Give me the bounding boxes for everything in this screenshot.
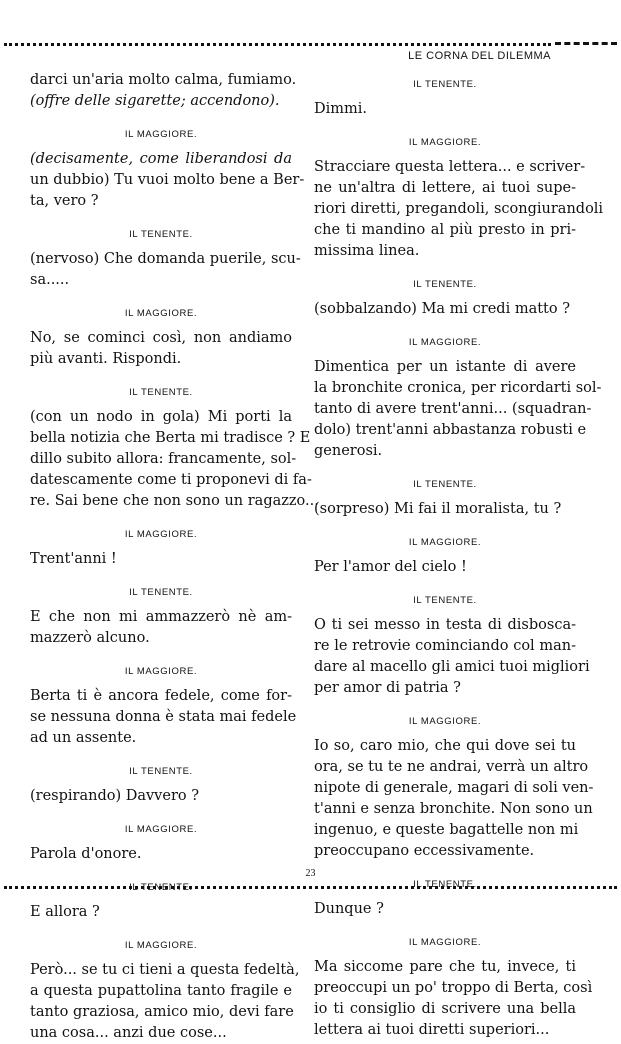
text-line: generosi. <box>314 443 383 459</box>
speaker-label: IL TENENTE. <box>413 879 477 890</box>
text-line: O ti sei messo in testa di disbosca- <box>314 617 576 633</box>
dialogue-block <box>314 99 576 120</box>
text-line: riori diretti, pregandoli, scongiurandoli <box>314 201 604 217</box>
speaker-label: IL TENENTE. <box>129 882 193 893</box>
speaker-label: IL MAGGIORE. <box>124 308 198 319</box>
dialogue-block <box>314 736 594 862</box>
dialogue-block <box>314 899 576 920</box>
text-line: tanto di avere trent'anni... (squadran- <box>314 401 592 417</box>
text-line: Dimmi. <box>314 101 368 117</box>
text-line: E che non mi ammazzerò nè am- <box>30 609 292 625</box>
speaker-label: IL MAGGIORE. <box>408 937 482 948</box>
speaker-label: IL TENENTE. <box>129 229 193 240</box>
dialogue-block <box>30 607 292 649</box>
text-line: nipote di generale, magari di soli ven- <box>314 780 594 796</box>
text-line: Io so, caro mio, che qui dove sei tu <box>314 738 576 754</box>
dialogue-block <box>30 786 292 807</box>
text-line: t'anni e senza bronchite. Non sono un <box>314 801 593 817</box>
dialogue-block <box>30 328 292 370</box>
dialogue-block <box>30 407 319 512</box>
text-line: (sorpreso) Mi fai il moralista, tu ? <box>314 501 562 517</box>
dialogue-block <box>30 149 305 212</box>
dialogue-block <box>30 70 297 112</box>
top-dashed-rule <box>555 42 617 45</box>
dialogue-block <box>30 249 301 291</box>
dialogue-block <box>314 615 590 699</box>
text-line: No, se cominci così, non andiamo <box>30 330 292 346</box>
speaker-label: IL MAGGIORE. <box>124 824 198 835</box>
text-line: Dimentica per un istante di avere <box>314 359 576 375</box>
speaker-label: IL MAGGIORE. <box>408 137 482 148</box>
dialogue-block <box>314 157 604 262</box>
text-line: ad un assente. <box>30 730 137 746</box>
speaker-label: IL MAGGIORE. <box>408 337 482 348</box>
text-line: Per l'amor del cielo ! <box>314 559 467 575</box>
text-line: ora, se tu te ne andrai, verrà un altro <box>314 759 589 775</box>
text-line: Parola d'onore. <box>30 846 142 862</box>
speaker-label: IL TENENTE. <box>413 595 477 606</box>
stage-direction: (offre delle sigarette; accendono). <box>30 93 280 109</box>
text-line: mazzerò alcuno. <box>30 630 150 646</box>
speaker-label: IL MAGGIORE. <box>124 666 198 677</box>
text-line: missima linea. <box>314 243 420 259</box>
right-column <box>314 70 604 1041</box>
text-line: una cosa... anzi due cose... <box>30 1025 227 1041</box>
text-line: più avanti. Rispondi. <box>30 351 182 367</box>
page-number: 23 <box>305 868 316 879</box>
bottom-dotted-rule <box>4 886 617 889</box>
text-line: dolo) trent'anni abbastanza robusti e <box>314 422 587 438</box>
text-line: preoccupi un po' troppo di Berta, così <box>314 980 593 996</box>
text-line: ingenuo, e queste bagattelle non mi <box>314 822 579 838</box>
dialogue-block <box>314 357 602 462</box>
text-line: la bronchite cronica, per ricordarti sol- <box>314 380 602 396</box>
text-line: se nessuna donna è stata mai fedele <box>30 709 297 725</box>
text-line: bella notizia che Berta mi tradisce ? E <box>30 430 311 446</box>
dialogue-block <box>314 299 576 320</box>
speaker-label: IL TENENTE. <box>413 279 477 290</box>
text-line: E allora ? <box>30 904 100 920</box>
text-line: ne un'altra di lettere, ai tuoi supe- <box>314 180 576 196</box>
text-line: io ti consiglio di scrivere una bella <box>314 1001 576 1017</box>
speaker-label: IL TENENTE. <box>129 766 193 777</box>
speaker-label: IL TENENTE. <box>129 387 193 398</box>
text-line: per amor di patria ? <box>314 680 461 696</box>
text-line: dillo subito allora: francamente, sol- <box>30 451 297 467</box>
dialogue-block <box>30 902 292 923</box>
speaker-label: IL TENENTE. <box>129 587 193 598</box>
speaker-label: IL TENENTE. <box>413 79 477 90</box>
dialogue-block <box>314 499 576 520</box>
speaker-label: IL TENENTE. <box>413 479 477 490</box>
speaker-label: IL MAGGIORE. <box>124 129 198 140</box>
text-line: datescamente come ti proponevi di fa- <box>30 472 312 488</box>
dialogue-block <box>30 549 292 570</box>
text-line: un dubbio) Tu vuoi molto bene a Ber- <box>30 172 305 188</box>
text-line: Però... se tu ci tieni a questa fedeltà, <box>30 962 300 978</box>
text-line: Berta ti è ancora fedele, come for- <box>30 688 292 704</box>
text-line: Stracciare questa lettera... e scriver- <box>314 159 586 175</box>
speaker-label: IL MAGGIORE. <box>408 716 482 727</box>
text-line: preoccupano eccessivamente. <box>314 843 535 859</box>
dialogue-block <box>314 557 576 578</box>
text-line: che ti mandino al più presto in pri- <box>314 222 576 238</box>
dialogue-block <box>30 960 300 1044</box>
text-line: dare al macello gli amici tuoi migliori <box>314 659 590 675</box>
speaker-label: IL MAGGIORE. <box>124 940 198 951</box>
text-line: re le retrovie cominciando col man- <box>314 638 576 654</box>
dialogue-block <box>314 957 593 1041</box>
stage-direction: (decisamente, come liberandosi da <box>30 151 292 167</box>
dialogue-block <box>30 844 292 865</box>
text-line <box>30 149 292 170</box>
speaker-label: IL MAGGIORE. <box>124 529 198 540</box>
text-line: (nervoso) Che domanda puerile, scu- <box>30 251 301 267</box>
text-line: tanto graziosa, amico mio, devi fare <box>30 1004 294 1020</box>
top-dotted-rule <box>4 43 551 46</box>
text-line: Ma siccome pare che tu, invece, ti <box>314 959 576 975</box>
text-line: Dunque ? <box>314 901 384 917</box>
text-line: a questa pupattolina tanto fragile e <box>30 983 292 999</box>
text-line: (respirando) Davvero ? <box>30 788 200 804</box>
dialogue-block <box>30 686 297 749</box>
text-line: re. Sai bene che non sono un ragazzo... <box>30 493 319 509</box>
speaker-label: IL MAGGIORE. <box>408 537 482 548</box>
text-line: (con un nodo in gola) Mi porti la <box>30 409 292 425</box>
text-line: ta, vero ? <box>30 193 99 209</box>
text-line: lettera ai tuoi diretti superiori... <box>314 1022 550 1038</box>
running-title: LE CORNA DEL DILEMMA <box>408 50 551 62</box>
text-line: darci un'aria molto calma, fumiamo. <box>30 72 297 88</box>
text-line: Trent'anni ! <box>30 551 117 567</box>
text-line: (sobbalzando) Ma mi credi matto ? <box>314 301 570 317</box>
text-line: sa..... <box>30 272 70 288</box>
